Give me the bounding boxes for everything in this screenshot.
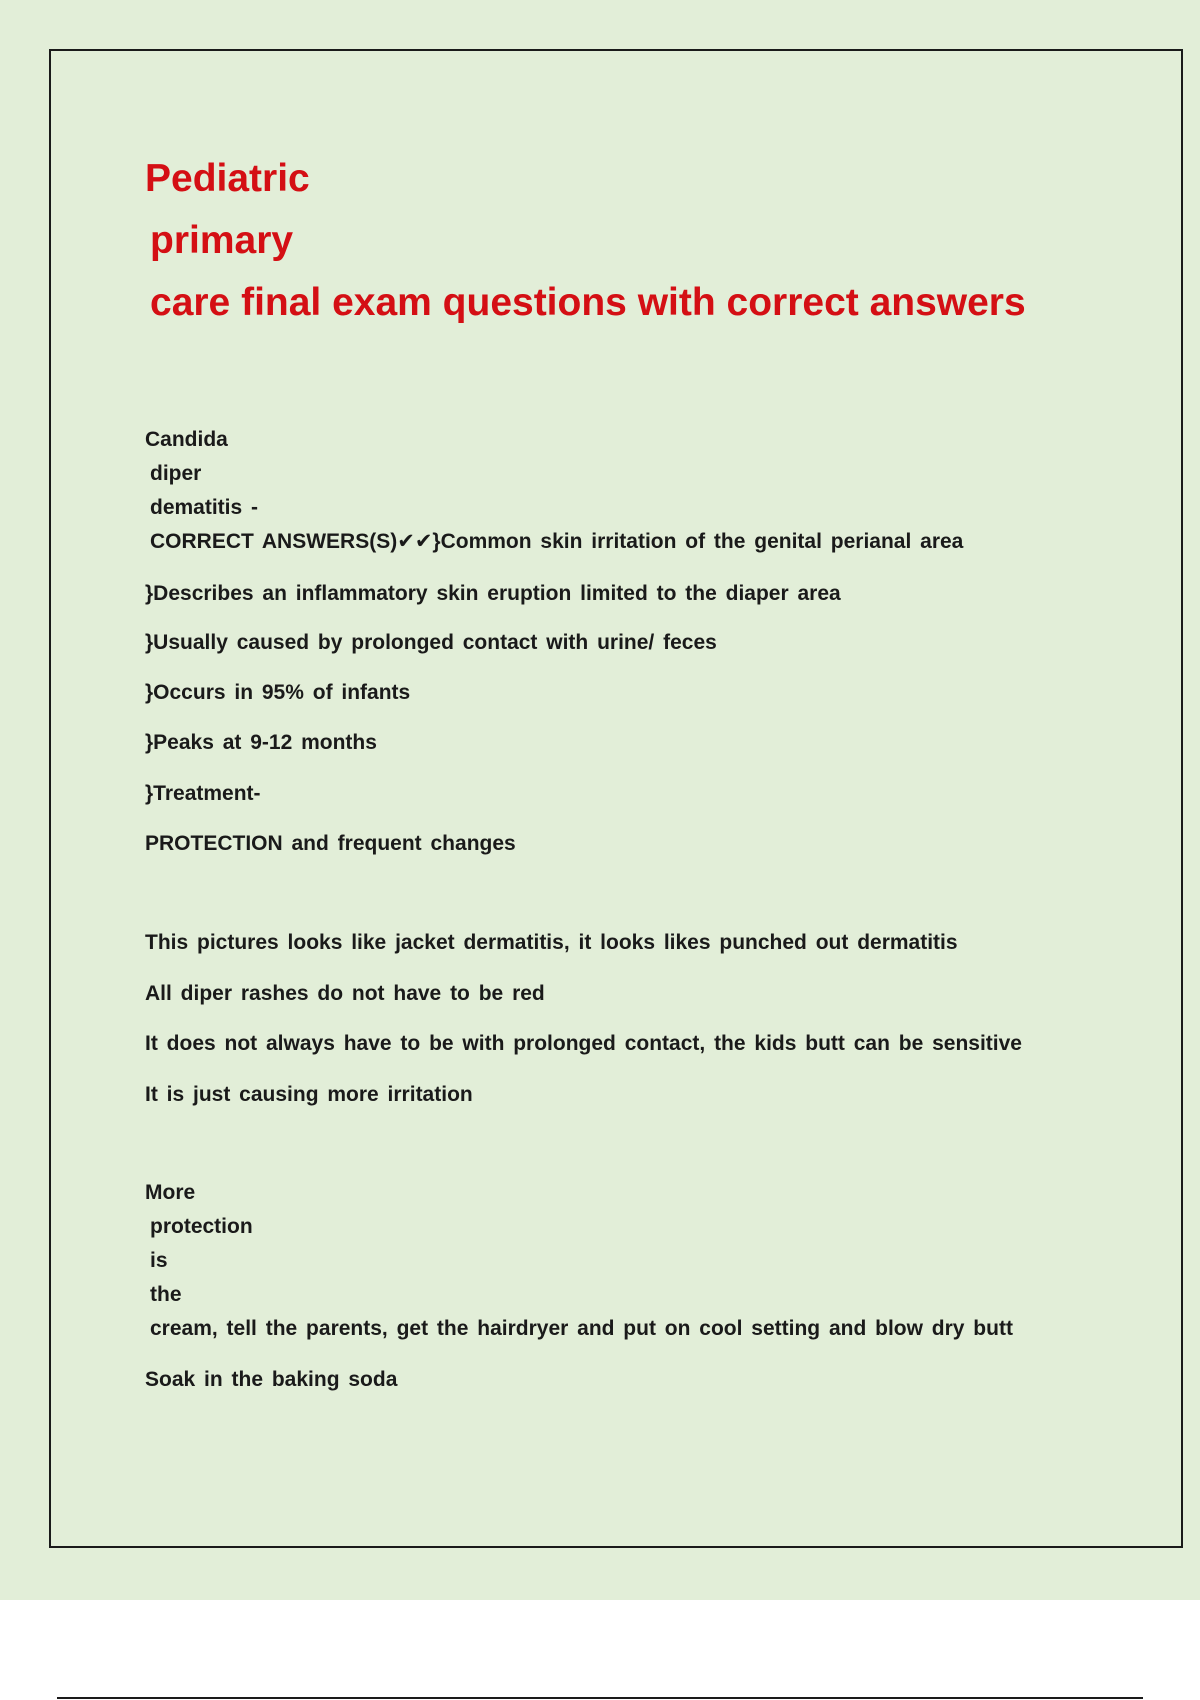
footer-rule: [57, 1697, 1143, 1699]
note-continuation: cream, tell the parents, get the hairdryer and put on cool setting and blow dry butt: [150, 1317, 1013, 1340]
answer-paragraph: }Peaks at 9-12 months: [145, 731, 377, 754]
answer-line: CORRECT ANSWERS(S)✔✔}Common skin irritation of the genital perianal area: [150, 530, 964, 553]
answer-paragraph: }Describes an inflammatory skin eruption limited to the diaper area: [145, 582, 841, 605]
note-paragraph: It is just causing more irritation: [145, 1083, 473, 1106]
note-stack-line: protection: [150, 1215, 253, 1238]
document-title: [145, 148, 1026, 334]
note-paragraph: All diper rashes do not have to be red: [145, 982, 545, 1005]
note-stack-line: is: [150, 1249, 168, 1272]
question-heading-line: dematitis -: [150, 496, 259, 519]
question-heading-line: diper: [150, 462, 202, 485]
note-stack-line: the: [150, 1283, 182, 1306]
note-stack: [145, 1176, 1013, 1346]
title-line-1: Pediatric: [145, 157, 310, 200]
answer-paragraph: }Usually caused by prolonged contact with urine/ feces: [145, 631, 717, 654]
note-paragraph: This pictures looks like jacket dermatitis, it looks likes punched out dermatitis: [145, 931, 958, 954]
answer-paragraph: }Occurs in 95% of infants: [145, 681, 411, 704]
answer-paragraph: }Treatment-: [145, 782, 261, 805]
note-paragraph: Soak in the baking soda: [145, 1368, 398, 1391]
question-heading: [145, 423, 963, 559]
title-line-2: primary: [150, 219, 294, 262]
answer-paragraph: PROTECTION and frequent changes: [145, 832, 516, 855]
question-heading-line: Candida: [145, 428, 228, 451]
note-stack-line: More: [145, 1181, 196, 1204]
title-line-3: care final exam questions with correct answers: [150, 281, 1026, 324]
note-paragraph: It does not always have to be with prolonged contact, the kids butt can be sensitive: [145, 1032, 1022, 1055]
